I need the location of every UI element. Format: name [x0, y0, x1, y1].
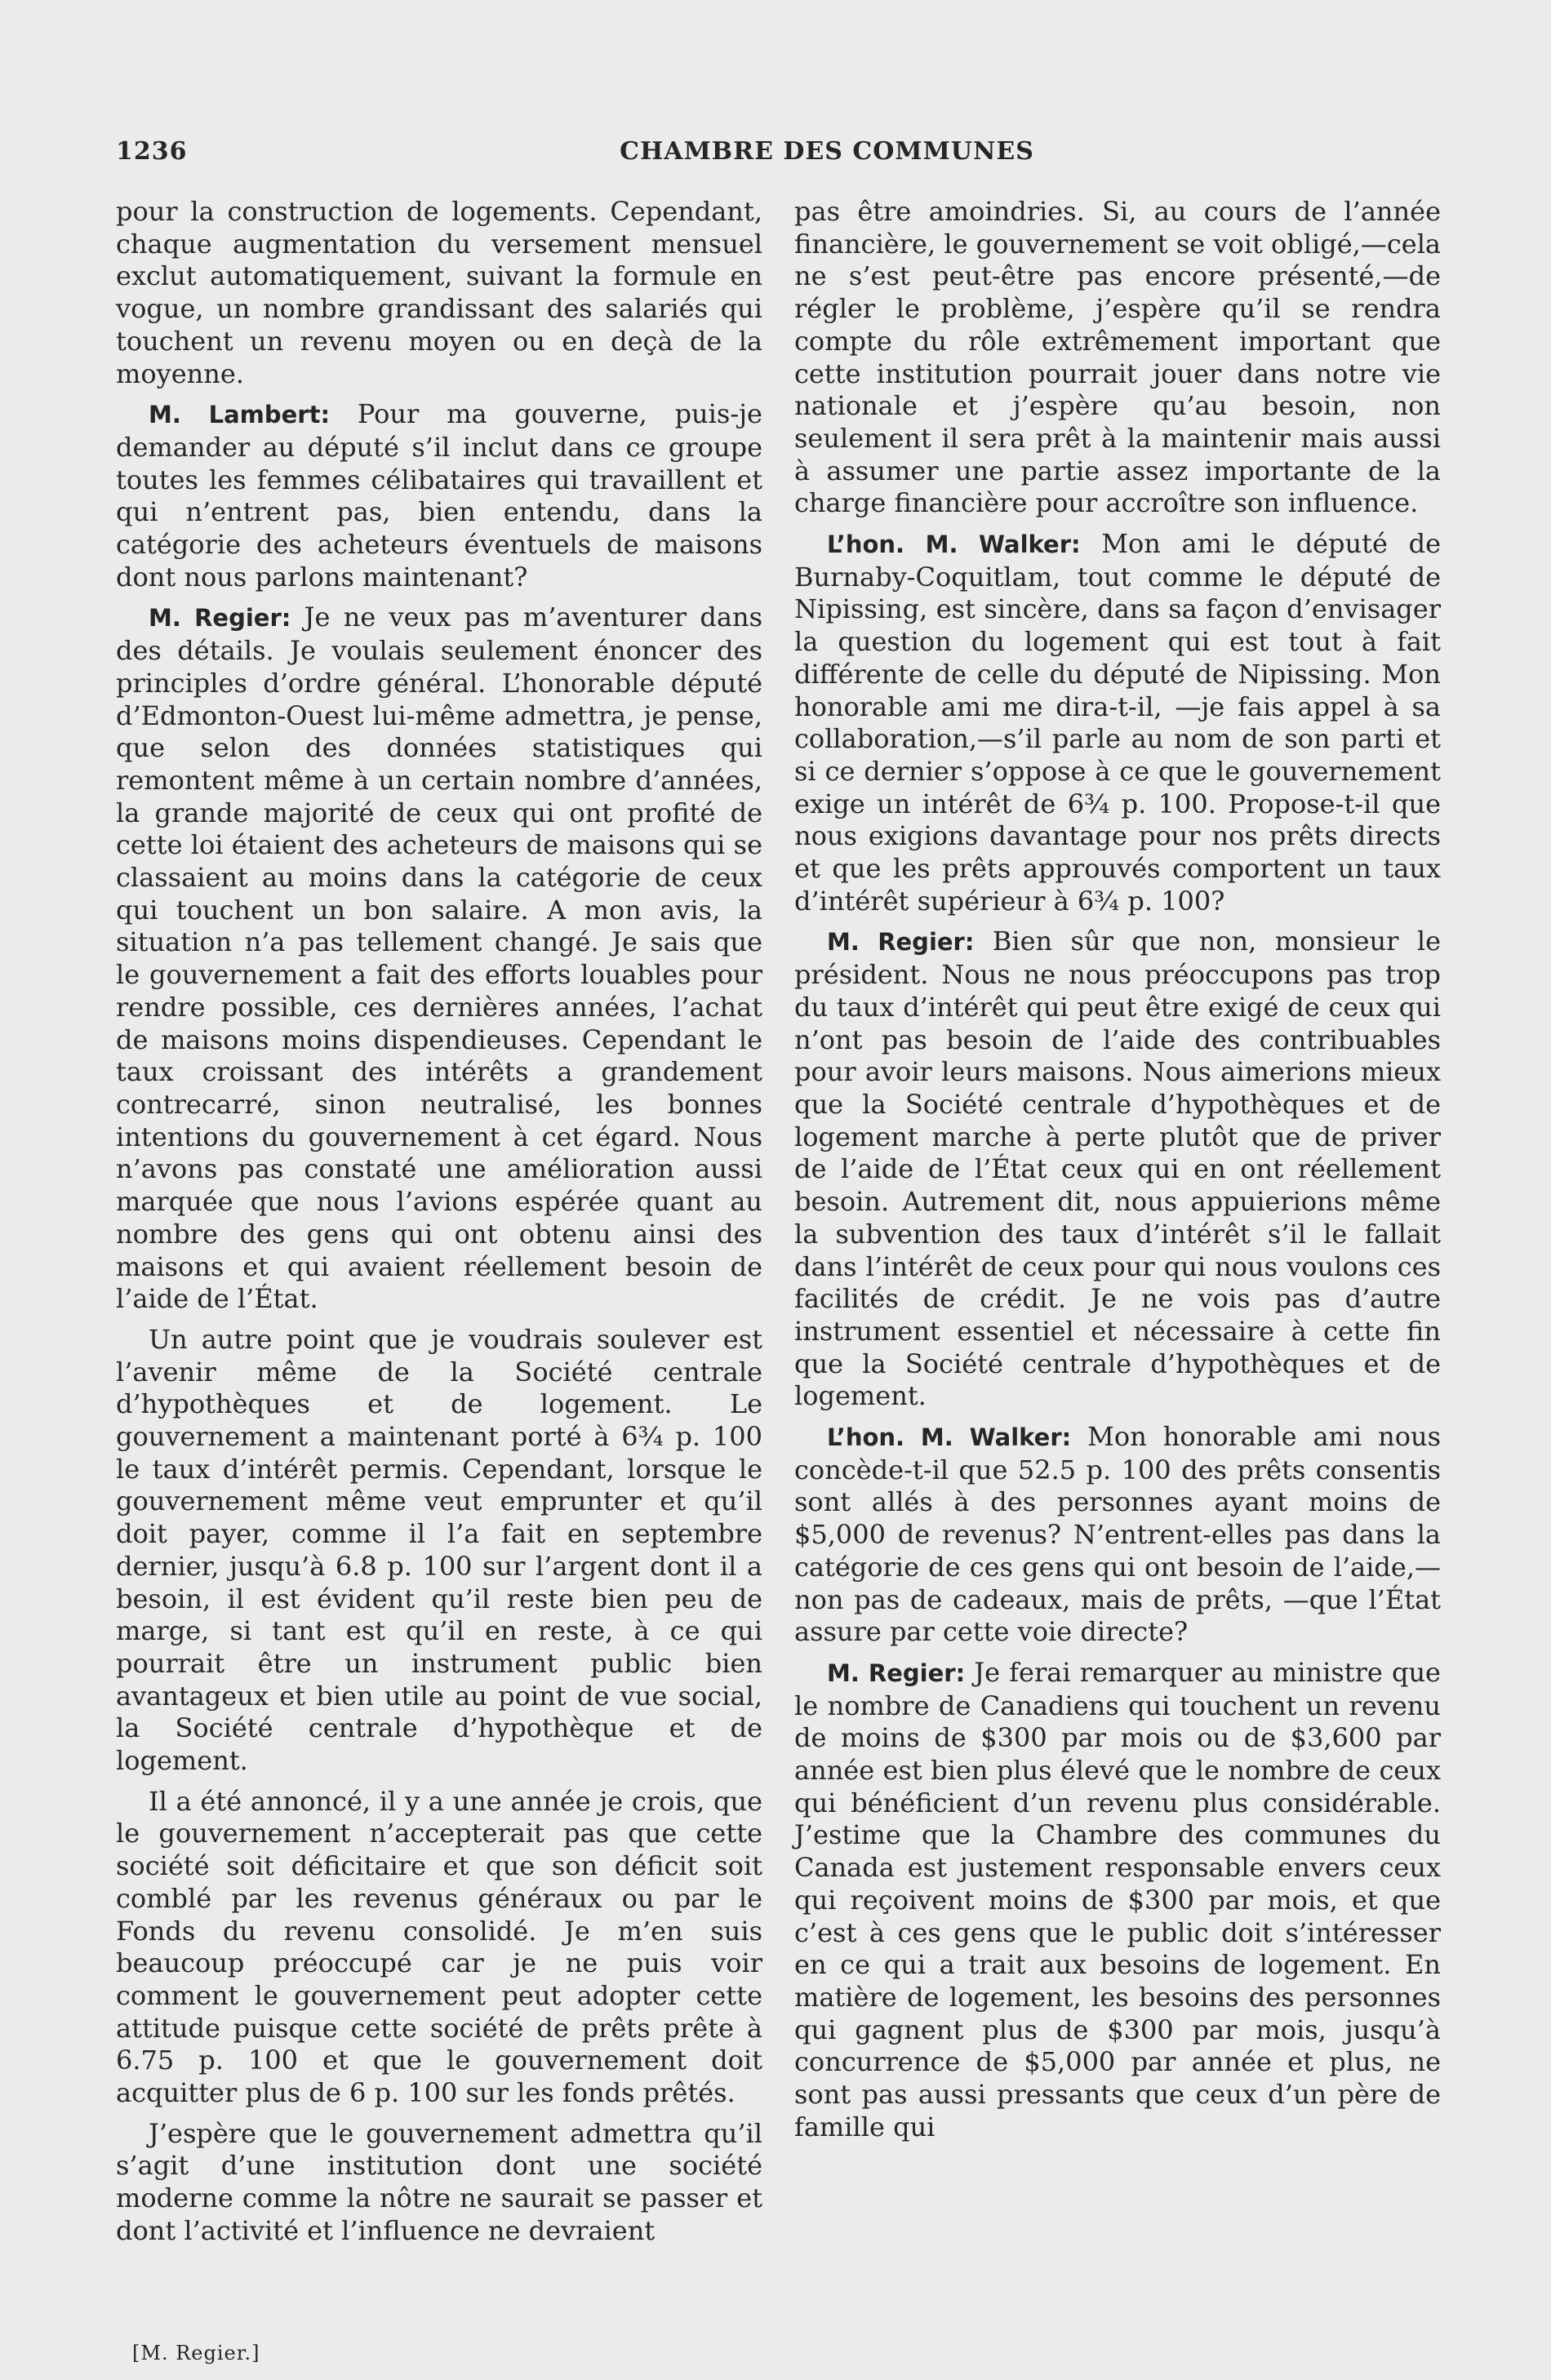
paragraph — [116, 398, 762, 593]
speaker-name: L’hon. M. Walker: — [827, 531, 1081, 559]
speaker-name: M. Regier: — [827, 928, 975, 957]
paragraph — [116, 196, 762, 390]
paragraph-text: Un autre point que je voudrais soulever est l’avenir même de la Société centrale d’hypothèques et de logement. Le gouvernement a maintenant porté à 6¾ p. 100 le taux d’intérêt permis. Cependant, lorsque le gouvernement même veut emprunter et qu’il doit payer, comme il l’a fait en septembre dernier, jusqu’à 6.8 p. 100 sur l’argent dont il a besoin, il est évident qu’il reste bien peu de marge, si tant est qu’il en reste, à ce qui pourrait être un instrument public bien avantageux et bien utile au point de vue social, la Société centrale d’hypothèque et de logement. — [116, 1323, 762, 1777]
paragraph — [794, 196, 1441, 520]
paragraph-text: Mon ami le député de Burnaby-Coquitlam, tout comme le député de Nipissing, est sincère, dans sa façon d’envisager la question du logement qui est tout à fait différente de celle du député de Nipissing. Mon honorable ami me dira-t-il, —je fais appel à sa collaboration,—s’il parle au nom de son parti et si ce dernier s’oppose à ce que le gouvernement exige un intérêt de 6¾ p. 100. Propose-t-il que nous exigions davantage pour nos prêts directs et que les prêts approuvés comportent un taux d’intérêt supérieur à 6¾ p. 100? — [794, 528, 1442, 917]
right-column — [794, 196, 1441, 2151]
paragraph-text: Je ne veux pas m’aventurer dans des détails. Je voulais seulement énoncer des principles d’ordre général. L’honorable député d’Edmonton-Ouest lui-même admettra, je pense, que selon des données statistiques qui remontent même à un certain nombre d’années, la grande majorité de ceux qui ont profité de cette loi étaient des acheteurs de maisons qui se classaient au moins dans la catégorie de ceux qui touchent un bon salaire. A mon avis, la situation n’a pas tellement changé. Je sais que le gouvernement a fait des efforts louables pour rendre possible, ces dernières années, l’achat de maisons moins dispendieuses. Cependant le taux croissant des intérêts a grandement contrecarré, sinon neutralisé, les bonnes intentions du gouvernement à cet égard. Nous n’avons pas constaté une amélioration aussi marquée que nous l’avions espérée quant au nombre des gens qui ont obtenu ainsi des maisons et qui avaient réellement besoin de l’aide de l’État. — [116, 602, 762, 1315]
speaker-name: M. Lambert: — [149, 401, 331, 429]
paragraph — [116, 2118, 762, 2248]
paragraph — [116, 1786, 762, 2110]
paragraph — [794, 1657, 1441, 2144]
speaker-name: L’hon. M. Walker: — [827, 1423, 1072, 1452]
paragraph-text: Je ferai remarquer au ministre que le nombre de Canadiens qui touchent un revenu de moins de $300 par mois ou de $3,600 par année est bien plus élevé que le nombre de ceux qui bénéficient d’un revenu plus considérable. J’estime que la Chambre des communes du Canada est justement responsable envers ceux qui reçoivent moins de $300 par mois, et que c’est à ces gens que le public doit s’intéresser en ce qui a trait aux besoins de logement. En matière de logement, les besoins des personnes qui gagnent plus de $300 par mois, jusqu’à concurrence de $5,000 par année et plus, ne sont pas aussi pressants que ceux d’un père de famille qui — [794, 1656, 1441, 2142]
running-title: CHAMBRE DES COMMUNES — [620, 137, 1034, 166]
speaker-name: M. Regier: — [149, 604, 291, 633]
paragraph-text: Bien sûr que non, monsieur le président. Nous ne nous préoccupons pas trop du taux d’intérêt qui peut être exigé de ceux qui n’ont pas besoin de l’aide des contribuables pour avoir leurs maisons. Nous aimerions mieux que la Société centrale d’hypothèques et de logement marche à perte plutôt que de priver de l’aide de l’État ceux qui en ont réellement besoin. Autrement dit, nous appuierions même la subvention des taux d’intérêt s’il le fallait dans l’intérêt de ceux pour qui nous voulons ces facilités de crédit. Je ne vois pas d’autre instrument essentiel et nécessaire à cette fin que la Société centrale d’hypothèques et de logement. — [794, 926, 1442, 1412]
paragraph-text: pour la construction de logements. Cependant, chaque augmentation du versement mensuel exclut automatiquement, suivant la formule en vogue, un nombre grandissant des salariés qui touchent un revenu moyen ou en deçà de la moyenne. — [116, 196, 762, 389]
speaker-name: M. Regier: — [827, 1658, 966, 1687]
paragraph — [116, 1324, 762, 1778]
page-number: 1236 — [116, 137, 188, 166]
paragraph — [794, 1421, 1441, 1649]
paragraph — [116, 602, 762, 1315]
left-column — [116, 196, 762, 2256]
paragraph-text: Mon honorable ami nous concède-t-il que 52.5 p. 100 des prêts consentis sont allés à des personnes ayant moins de $5,000 de revenus? N’entrent-elles pas dans la catégorie de ces gens qui ont besoin de l’aide,—non pas de cadeaux, mais de prêts, —que l’État assure par cette voie directe? — [794, 1421, 1441, 1648]
page-header — [116, 137, 1448, 170]
paragraph-text: Pour ma gouverne, puis-je demander au député s’il inclut dans ce groupe toutes les femmes célibataires qui travaillent et qui n’entrent pas, bien entendu, dans la catégorie des acheteurs éventuels de maisons dont nous parlons maintenant? — [116, 398, 762, 593]
paragraph-text: J’espère que le gouvernement admettra qu’il s’agit d’une institution dont une société moderne comme la nôtre ne saurait se passer et dont l’activité et l’influence ne devraient — [116, 2117, 762, 2246]
paragraph — [794, 528, 1441, 917]
paragraph-text: pas être amoindries. Si, au cours de l’année financière, le gouvernement se voit obligé,—cela ne s’est peut-être pas encore présenté,—de régler le problème, j’espère qu’il se rendra compte du rôle extrêmement important que cette institution pourrait jouer dans notre vie nationale et j’espère qu’au besoin, non seulement il sera prêt à la maintenir mais aussi à assumer une partie assez importante de la charge financière pour accroître son influence. — [794, 196, 1441, 519]
speaker-signature: [M. Regier.] — [132, 2342, 260, 2364]
paragraph-text: Il a été annoncé, il y a une année je crois, que le gouvernement n’accepterait pas que cette société soit déficitaire et que son déficit soit comblé par les revenus généraux ou par le Fonds du revenu consolidé. Je m’en suis beaucoup préoccupé car je ne puis voir comment le gouvernement peut adopter cette attitude puisque cette société de prêts prête à 6.75 p. 100 et que le gouvernement doit acquitter plus de 6 p. 100 sur les fonds prêtés. — [116, 1785, 762, 2109]
paragraph — [794, 926, 1441, 1413]
